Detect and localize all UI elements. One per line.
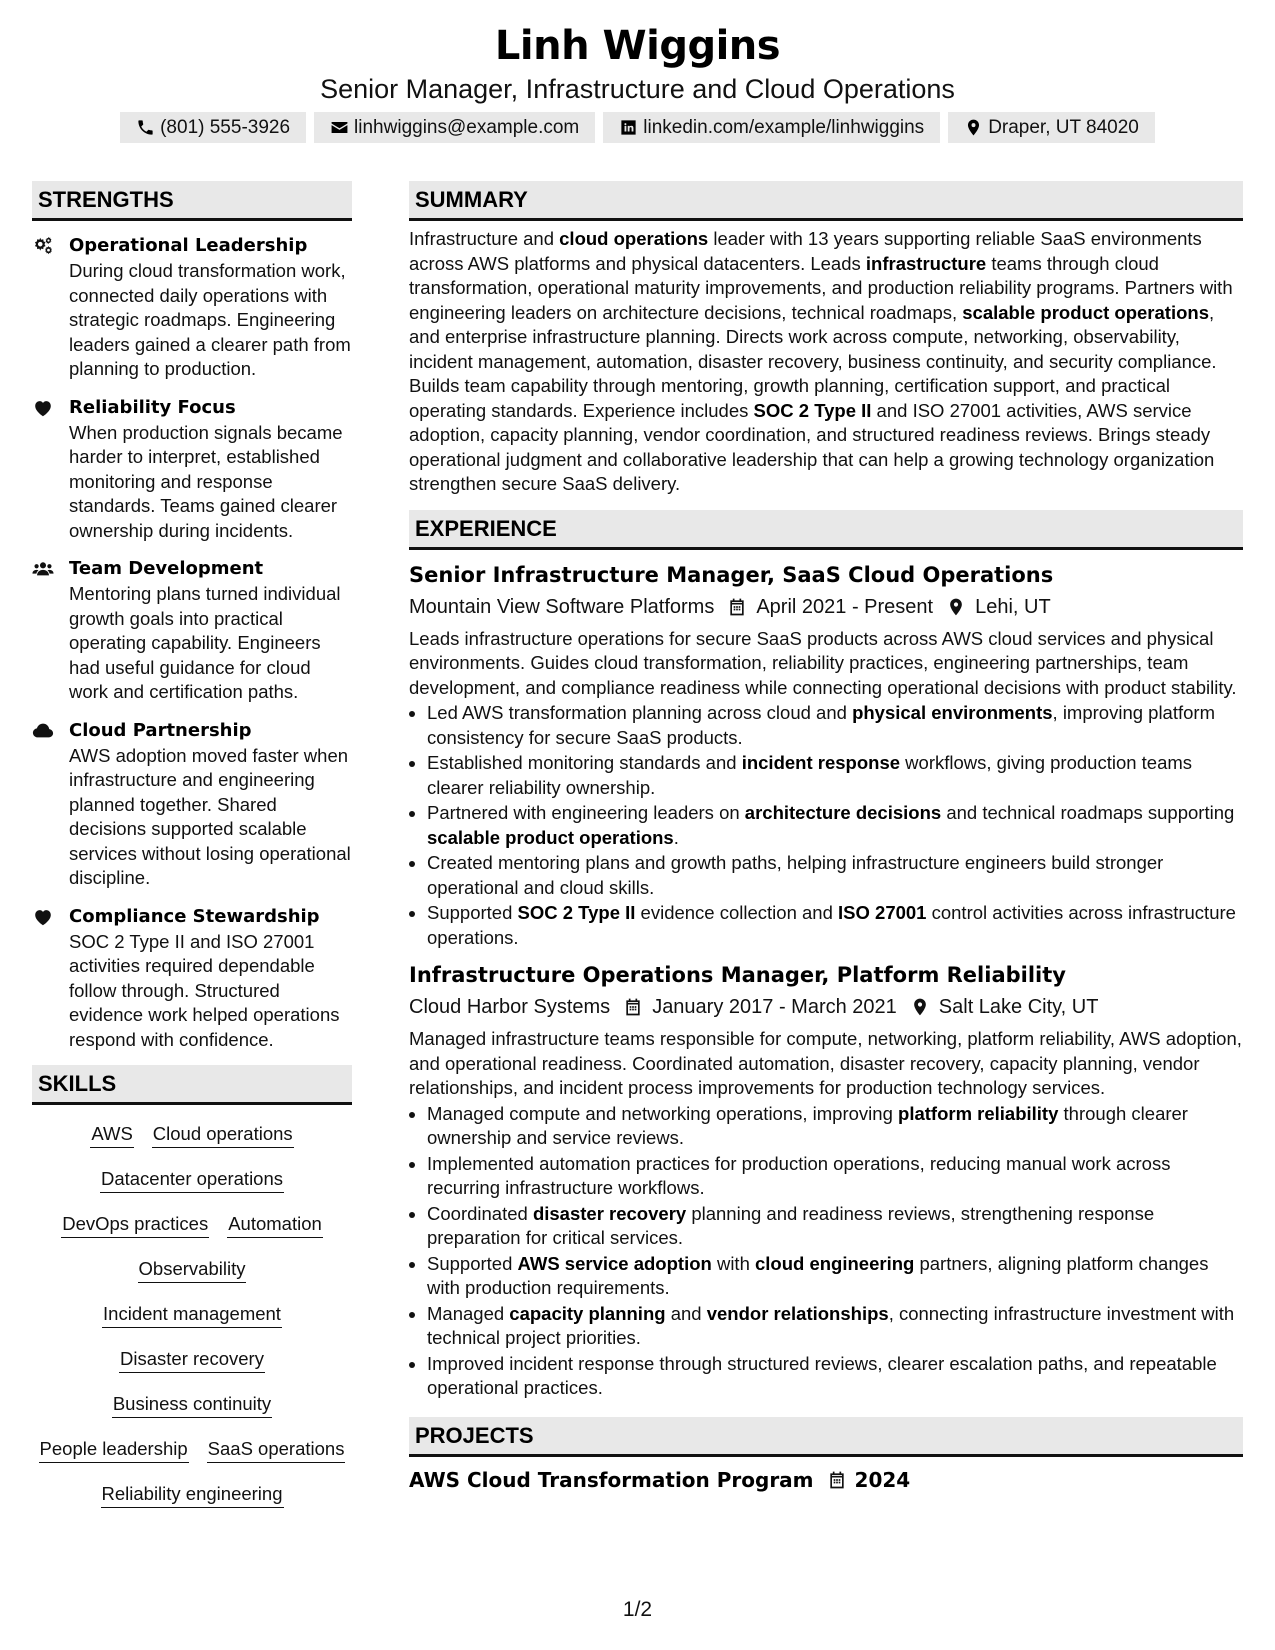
job-description: Managed infrastructure teams responsible for compute, networking, platform reliability, AWS adoption, and operational readiness. Coordinated automation, disaster recovery, capacity planning, vendor relationships, and incident process improvements for production technology services. (409, 1028, 1242, 1098)
skill-tag: Reliability engineering (101, 1481, 284, 1508)
skill-tag: Disaster recovery (119, 1346, 265, 1373)
strength-text: When production signals became harder to interpret, established monitoring and response standards. Teams gained clearer ownership during incidents. (69, 421, 343, 541)
skill-row (32, 1340, 352, 1385)
skill-tag: Cloud operations (152, 1121, 294, 1148)
strength-text: Mentoring plans turned individual growth goals into practical operating capability. Engineers had useful guidance for cloud work and certification paths. (69, 583, 341, 702)
contact-email-text: linhwiggins@example.com (354, 117, 580, 138)
skill-row (32, 1115, 352, 1160)
skill-tag: Business continuity (112, 1391, 272, 1418)
strength-item (32, 556, 352, 705)
job-entry (409, 560, 1243, 951)
contact-phone-text: (801) 555-3926 (160, 117, 291, 138)
strength-item (32, 395, 352, 544)
skill-tag: SaaS operations (207, 1436, 346, 1463)
cloud-icon (32, 720, 54, 742)
strength-item (32, 718, 352, 891)
strength-title: Compliance Stewardship (69, 905, 320, 927)
contact-phone[interactable] (120, 112, 306, 143)
heart-icon (32, 397, 54, 419)
location-icon (946, 597, 966, 617)
bold-term: scalable product operations (427, 826, 674, 848)
job-bullet: • Established monitoring standards and incident response workflows, giving production teams clearer reliability ownership. (427, 751, 1243, 800)
bold-term: cloud operations (559, 228, 709, 249)
skill-tag: Automation (227, 1211, 323, 1238)
skill-row (32, 1385, 352, 1430)
job-meta (409, 992, 1243, 1022)
bold-term: infrastructure (865, 252, 987, 274)
skill-tag: DevOps practices (61, 1211, 209, 1238)
project-year: 2024 (854, 1467, 911, 1492)
bold-term: cloud engineering (755, 1252, 915, 1274)
job-dates: January 2017 - March 2021 (652, 996, 897, 1018)
project-title: AWS Cloud Transformation Program (409, 1467, 814, 1492)
job-dates: April 2021 - Present (756, 595, 934, 618)
strengths-list (32, 233, 352, 1052)
bold-term: ISO 27001 (838, 902, 927, 923)
resume-header (0, 20, 1275, 143)
job-meta (409, 592, 1243, 622)
job-bullet: • Created mentoring plans and growth paths, helping infrastructure engineers build stronger operational and cloud skills. (427, 851, 1243, 900)
job-description: Leads infrastructure operations for secure SaaS products across AWS cloud services and physical environments. Guides cloud transformation, reliability practices, engineering partnerships, team development, and compliance readiness while connecting operational decisions with product stability. (409, 627, 1237, 698)
strength-item (32, 233, 352, 382)
bold-term: capacity planning (509, 1302, 666, 1324)
job-bullet: • Partnered with engineering leaders on architecture decisions and technical roadmaps supporting scalable product operations. (427, 801, 1243, 850)
bold-term: scalable product operations (962, 301, 1209, 323)
strength-title: Cloud Partnership (69, 719, 252, 741)
job-title: Infrastructure Operations Manager, Platform Reliability (409, 963, 1066, 987)
skill-row (32, 1205, 352, 1250)
job-company: Mountain View Software Platforms (409, 595, 715, 618)
skill-row (32, 1430, 352, 1475)
project-entry (409, 1465, 1243, 1495)
page-number: 1/2 (622, 1598, 653, 1621)
skill-tag: Datacenter operations (100, 1166, 284, 1193)
skill-tag: People leadership (39, 1436, 189, 1463)
skill-row (32, 1250, 352, 1295)
job-bullet: • Improved incident response through structured reviews, clearer escalation paths, and repeatable operational practices. (427, 1352, 1243, 1401)
bold-term: architecture decisions (744, 802, 942, 823)
skill-tag: AWS (90, 1121, 133, 1148)
candidate-title: Senior Manager, Infrastructure and Cloud Operations (320, 74, 955, 104)
job-entry (409, 960, 1243, 1401)
skill-tag: Observability (138, 1256, 247, 1283)
job-title: Senior Infrastructure Manager, SaaS Cloud Operations (409, 562, 1054, 587)
experience-heading: EXPERIENCE (409, 510, 1243, 550)
job-bullets (409, 701, 1243, 950)
strength-title: Team Development (69, 558, 264, 579)
bold-term: disaster recovery (532, 1202, 687, 1224)
contact-location-text: Draper, UT 84020 (988, 117, 1139, 138)
calendar-icon (623, 997, 643, 1017)
location-icon (910, 997, 930, 1017)
linkedin-icon (619, 118, 638, 137)
calendar-icon (827, 1470, 847, 1490)
job-bullet: • Coordinated disaster recovery planning and readiness reviews, strengthening response preparation for critical services. (427, 1202, 1243, 1251)
skill-row (32, 1160, 352, 1205)
summary-text: Infrastructure and cloud operations leader with 13 years supporting reliable SaaS environments across AWS platforms and physical datacenters. Leads infrastructure teams through cloud transformation, operational maturity improvements, and production reliability programs. Partners with engineering leaders on architecture decisions, technical roadmaps, scalable product operations, and enterprise infrastructure planning. Directs work across compute, networking, observability, incident management, automation, disaster recovery, business continuity, and security compliance. Builds team capability through mentoring, growth planning, certification support, and practical operating standards. Experience includes SOC 2 Type II and ISO 27001 activities, AWS service adoption, capacity planning, vendor coordination, and structured readiness reviews. Brings steady operational judgment and collaborative leadership that can help a growing technology organization strengthen secure SaaS delivery. (409, 228, 1233, 494)
job-location: Salt Lake City, UT (938, 996, 1099, 1018)
projects-section (409, 1417, 1243, 1495)
strength-item (32, 904, 352, 1053)
bold-term: SOC 2 Type II (753, 399, 872, 421)
skills-list (32, 1115, 352, 1520)
phone-icon (136, 118, 155, 137)
summary-heading: SUMMARY (409, 181, 1243, 221)
candidate-name: Linh Wiggins (494, 23, 781, 69)
contact-bar (0, 112, 1275, 143)
contact-linkedin[interactable] (603, 112, 940, 143)
bold-term: incident response (741, 752, 901, 773)
strength-text: AWS adoption moved faster when infrastructure and engineering planned together. Shared decisions supported scalable services without losing operational discipline. (69, 744, 351, 888)
strengths-heading: STRENGTHS (32, 181, 352, 221)
job-bullet: • Implemented automation practices for production operations, reducing manual work across recurring infrastructure workflows. (427, 1152, 1243, 1201)
calendar-icon (727, 597, 747, 617)
skills-heading: SKILLS (32, 1065, 352, 1105)
heart-icon (32, 906, 54, 928)
bold-term: SOC 2 Type II (517, 902, 636, 923)
job-bullet: • Supported SOC 2 Type II evidence collection and ISO 27001 control activities across infrastructure operations. (427, 901, 1243, 950)
job-bullet: • Managed compute and networking operations, improving platform reliability through clearer ownership and service reviews. (427, 1102, 1243, 1151)
strength-text: During cloud transformation work, connected daily operations with strategic roadmaps. Engineering leaders gained a clearer path from planning to production. (69, 260, 351, 379)
gears-icon (32, 235, 54, 257)
skill-row (32, 1475, 352, 1520)
right-column (409, 181, 1243, 1495)
skill-tag: Incident management (102, 1301, 282, 1328)
envelope-icon (330, 118, 349, 137)
job-bullets (409, 1102, 1243, 1401)
job-bullet: • Managed capacity planning and vendor relationships, connecting infrastructure investment with technical project priorities. (427, 1302, 1243, 1351)
strength-title: Operational Leadership (69, 235, 308, 256)
bold-term: physical environments (852, 702, 1053, 723)
projects-heading: PROJECTS (409, 1417, 1243, 1457)
left-column (32, 181, 352, 1520)
contact-email[interactable] (314, 112, 595, 143)
job-company: Cloud Harbor Systems (409, 996, 611, 1018)
contact-linkedin-text: linkedin.com/example/linhwiggins (643, 117, 925, 138)
location-icon (964, 118, 983, 137)
skill-row (32, 1295, 352, 1340)
contact-location (948, 112, 1155, 143)
bold-term: AWS service adoption (517, 1252, 712, 1274)
job-location: Lehi, UT (975, 595, 1051, 618)
users-icon (32, 558, 54, 580)
job-bullet: • Supported AWS service adoption with cloud engineering partners, aligning platform changes with production requirements. (427, 1252, 1243, 1301)
strength-title: Reliability Focus (69, 396, 236, 418)
job-bullet: • Led AWS transformation planning across cloud and physical environments, improving platform consistency for secure SaaS products. (427, 701, 1243, 750)
bold-term: vendor relationships (706, 1302, 889, 1324)
strength-text: SOC 2 Type II and ISO 27001 activities required dependable follow through. Structured evidence work helped operations respond with confidence. (69, 930, 340, 1050)
bold-term: platform reliability (898, 1102, 1059, 1124)
